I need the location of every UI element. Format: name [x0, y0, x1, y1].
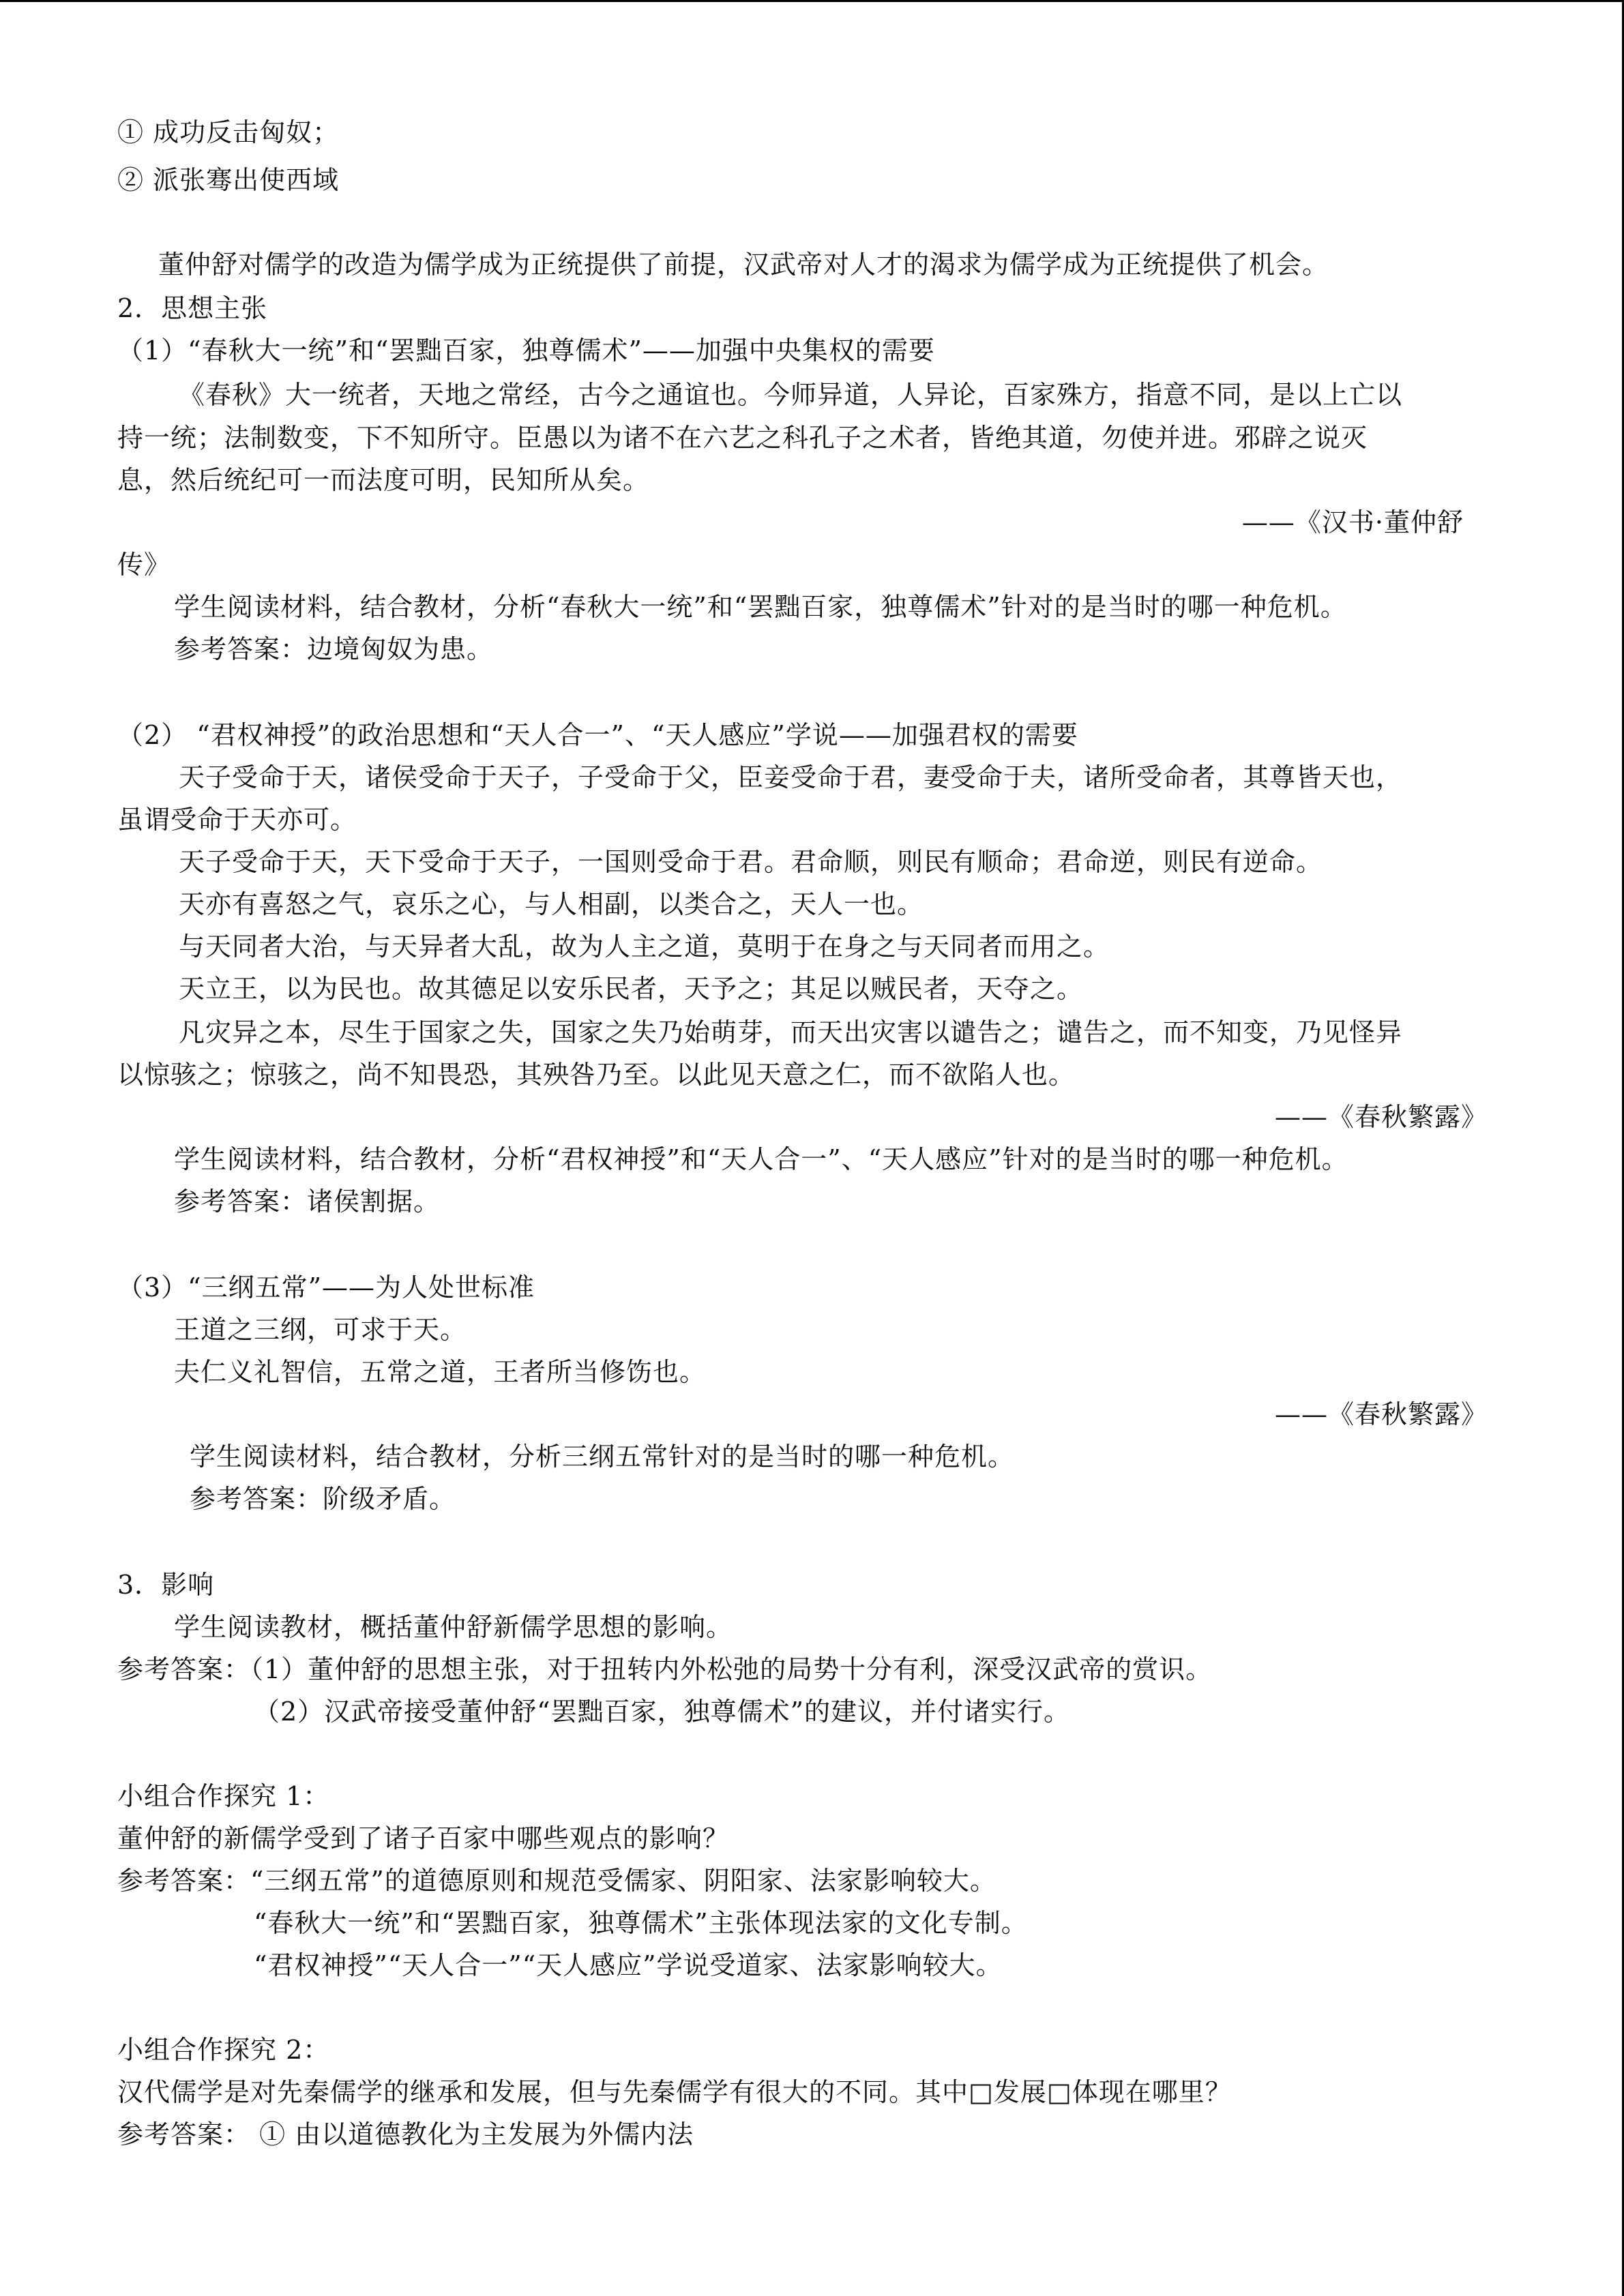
quote-line: 息，然后统纪可一而法度可明，民知所从矣。 — [117, 465, 650, 495]
list-item-1: ① 成功反击匈奴； — [117, 117, 340, 147]
list-item-2: ② 派张骞出使西域 — [117, 165, 340, 195]
answer-text: （2）汉武帝接受董仲舒“罢黜百家，独尊儒术”的建议，并付诸实行。 — [254, 1697, 1071, 1727]
answer-text: 参考答案：边境匈奴为患。 — [174, 634, 494, 664]
quote-source: ——《春秋繁露》 — [1274, 1102, 1488, 1132]
quote-line: 凡灾异之本，尽生于国家之失，国家之失乃始萌芽，而天出灾害以谴告之；谴告之，而不知变，乃见怪异 — [179, 1017, 1403, 1047]
quote-source: ——《春秋繁露》 — [1274, 1399, 1488, 1429]
quote-line: 天子受命于天，天下受命于天子，一国则受命于君。君命顺，则民有顺命；君命逆，则民有逆命。 — [179, 847, 1323, 877]
quote-line: 《春秋》大一统者，天地之常经，古今之通谊也。今师异道，人异论，百家殊方，指意不同，是以上亡以 — [179, 380, 1403, 410]
quote-line: 王道之三纲，可求于天。 — [174, 1315, 467, 1345]
answer-text: “君权神授”“天人合一”“天人感应”学说受道家、法家影响较大。 — [254, 1950, 1003, 1980]
question-text: 学生阅读教材，概括董仲舒新儒学思想的影响。 — [174, 1612, 733, 1642]
section-heading-3: 3．影响 — [117, 1570, 215, 1600]
page-border-top — [0, 0, 1624, 2]
question-text: 董仲舒的新儒学受到了诸子百家中哪些观点的影响？ — [117, 1823, 730, 1853]
quote-line: 夫仁义礼智信，五常之道，王者所当修饬也。 — [174, 1357, 707, 1387]
question-text: 汉代儒学是对先秦儒学的继承和发展，但与先秦儒学有很大的不同。其中□发展□体现在哪里？ — [117, 2077, 1232, 2107]
quote-source: ——《汉书·董仲舒 — [1241, 507, 1464, 537]
answer-text: 参考答案： ① 由以道德教化为主发展为外儒内法 — [117, 2119, 694, 2149]
paragraph-summary: 董仲舒对儒学的改造为儒学成为正统提供了前提，汉武帝对人才的渴求为儒学成为正统提供了机会。 — [158, 250, 1329, 280]
answer-text: 参考答案：“三纲五常”的道德原则和规范受儒家、阴阳家、法家影响较大。 — [117, 1866, 996, 1896]
answer-text: 参考答案：（1）董仲舒的思想主张，对于扭转内外松弛的局势十分有利，深受汉武帝的赏识。 — [117, 1654, 1213, 1684]
answer-text: 参考答案：诸侯割据。 — [174, 1187, 441, 1217]
answer-text: 参考答案：阶级矛盾。 — [190, 1484, 456, 1514]
quote-line: 持一统；法制数变，下不知所守。臣愚以为诸不在六艺之科孔子之术者，皆绝其道，勿使并进。邪辟之说灭 — [117, 423, 1368, 453]
quote-line: 天子受命于天，诸侯受命于天子，子受命于父，臣妾受命于君，妻受命于夫，诸所受命者，其尊皆天也， — [179, 762, 1403, 792]
subheading-2: （2） “君权神授”的政治思想和“天人合一”、“天人感应”学说——加强君权的需要 — [117, 720, 1078, 750]
quote-source-continued: 传》 — [117, 550, 171, 580]
answer-text: “春秋大一统”和“罢黜百家，独尊儒术”主张体现法家的文化专制。 — [254, 1908, 1028, 1938]
quote-line: 与天同者大治，与天异者大乱，故为人主之道，莫明于在身之与天同者而用之。 — [179, 931, 1110, 961]
quote-line: 天立王，以为民也。故其德足以安乐民者，天予之；其足以贼民者，天夺之。 — [179, 974, 1084, 1004]
question-text: 学生阅读材料，结合教材，分析“春秋大一统”和“罢黜百家，独尊儒术”针对的是当时的哪一种危机。 — [174, 592, 1347, 622]
group-exploration-heading-1: 小组合作探究 1： — [117, 1781, 330, 1811]
question-text: 学生阅读材料，结合教材，分析“君权神授”和“天人合一”、“天人感应”针对的是当时的哪一种危机。 — [174, 1144, 1348, 1174]
question-text: 学生阅读材料，结合教材，分析三纲五常针对的是当时的哪一种危机。 — [190, 1442, 1015, 1472]
section-heading-2: 2．思想主张 — [117, 293, 268, 323]
subheading-3: （3）“三纲五常”——为人处世标准 — [117, 1272, 535, 1302]
quote-line: 天亦有喜怒之气，哀乐之心，与人相副，以类合之，天人一也。 — [179, 889, 924, 919]
group-exploration-heading-2: 小组合作探究 2： — [117, 2035, 330, 2065]
subheading-1: （1）“春秋大一统”和“罢黜百家，独尊儒术”——加强中央集权的需要 — [117, 336, 935, 366]
quote-line: 以惊骇之；惊骇之，尚不知畏恐，其殃咎乃至。以此见天意之仁，而不欲陷人也。 — [117, 1060, 1076, 1090]
quote-line: 虽谓受命于天亦可。 — [117, 805, 357, 835]
